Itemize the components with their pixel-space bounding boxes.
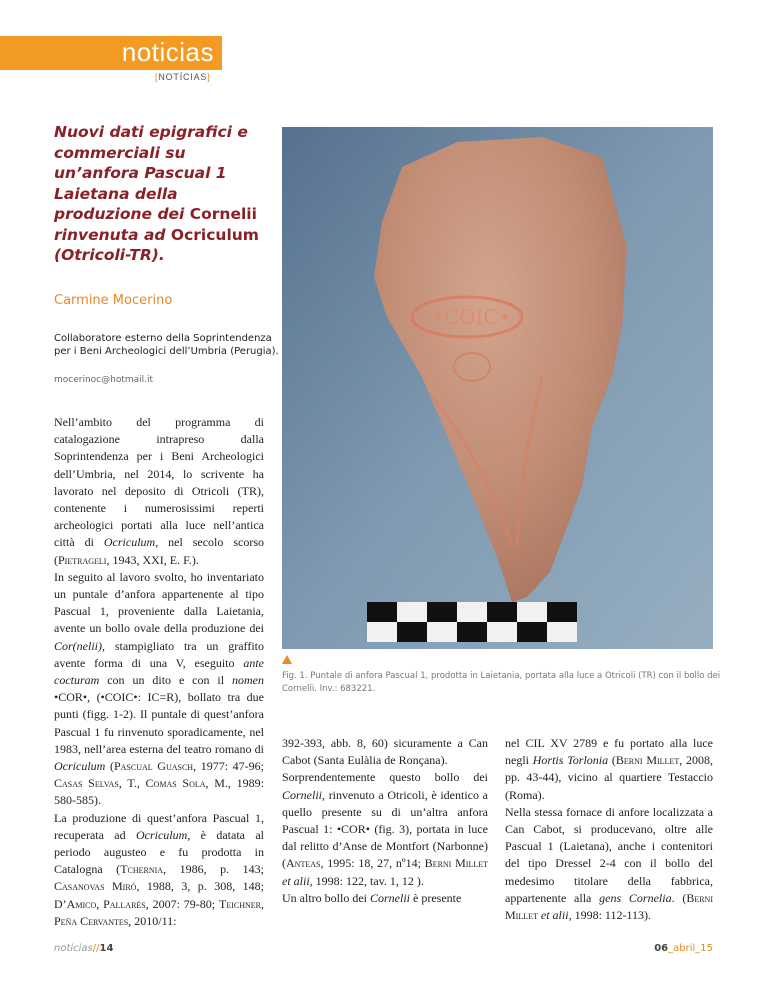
footer-right-rest: _abril_15 bbox=[668, 943, 713, 954]
caption-arrow-icon bbox=[282, 655, 292, 664]
paragraph-2: In seguito al lavoro svolto, ho inventariato un puntale d’anfora appartenente al tipo Pascual 1, proveniente dalla Laietania, avente un bollo ovale della produzione dei Cor(nelii), stampigliato tra un graffito avente forma di una V, eseguito ante cocturam con un dito e con il nomen •COR•, (•COIC•: IC=R), bollato tra due punti (figg. 1-2). Il puntale di quest’anfora Pascual 1 fu rinvenuto sporadicamente, nel 1983, nell’area esterna del teatro romano di Ocriculum (Pascual Guasch, 1977: 47-96; Casas Selvas, T., Comas Sola, M., 1989: 580-585). bbox=[54, 569, 264, 808]
amphora-photo bbox=[282, 127, 713, 649]
author-name: Carmine Mocerino bbox=[54, 293, 173, 308]
footer-left-prefix: noticias bbox=[54, 943, 93, 954]
amphora-image bbox=[282, 127, 713, 649]
title-part-2: Cornelii bbox=[189, 205, 257, 223]
paragraph-5: Sorprendentemente questo bollo dei Cornelii, rinvenuto a Otricoli, è identico a quello presente su di un’altra anfora Pascual 1: •COR• (fig. 3), portata in luce dal relitto d’Anse de Montfort (Narbonne) (Anteas, 1995: 18, 27, nº14; Berni Millet et alii, 1998: 122, tav. 1, 12 ). bbox=[282, 770, 488, 888]
body-column-3 bbox=[505, 735, 713, 924]
paragraph-7: nel CIL XV 2789 e fu portato alla luce negli Hortis Torlonia (Berni Millet, 2008, pp. 43-44), vicino al quartiere Testaccio (Roma). bbox=[505, 736, 713, 802]
title-part-1: Nuovi dati epigrafici e commerciali su un’anfora Pascual 1 Laietana della produzione dei bbox=[54, 123, 248, 223]
author-email[interactable]: mocerinoc@hotmail.it bbox=[54, 375, 154, 385]
author-affiliation: Collaboratore esterno della Soprintendenza per i Beni Archeologici dell’Umbria (Perugia). bbox=[54, 333, 279, 357]
paragraph-4: 392-393, abb. 8, 60) sicuramente a Can Cabot (Santa Eulàlia de Ronçana). bbox=[282, 736, 488, 768]
section-subtitle-text: NOTÍCIAS bbox=[158, 72, 208, 82]
article-title bbox=[54, 122, 264, 266]
section-header-bar bbox=[0, 36, 222, 70]
footer-issue-date bbox=[654, 943, 713, 954]
figure-caption: Fig. 1. Puntale di anfora Pascual 1, prodotta in Laietania, portata alla luce a Otricoli (TR) con il bollo dei Cornelii. Inv.: 683221. bbox=[282, 671, 721, 694]
paragraph-1: Nell’ambito del programma di catalogazione intrapreso dalla Soprintendenza per i Beni Archeologici dell’Umbria, nel 2014, lo scrivente ha lavorato nel deposito di Otricoli (TR), contenente i numerosissimi reperti archeologici portati alla luce nell’antica città di Ocriculum, nel secolo scorso (Pietrageli, 1943, XXI, E. F.). bbox=[54, 415, 264, 567]
paragraph-6: Un altro bollo dei Cornelii è presente bbox=[282, 890, 462, 905]
footer-left-number: 14 bbox=[99, 943, 114, 954]
title-part-4: Ocriculum bbox=[170, 225, 259, 244]
footer-left-slash: // bbox=[92, 943, 100, 954]
section-title: noticias bbox=[121, 37, 214, 67]
body-column-2 bbox=[282, 735, 488, 907]
title-part-3: rinvenuta ad bbox=[54, 225, 171, 244]
title-part-5: (Otricoli-TR). bbox=[54, 246, 165, 264]
paragraph-3: La produzione di quest’anfora Pascual 1, recuperata ad Ocriculum, è datata al periodo augusteo e fu prodotta in Catalogna (Tchernia, 1986, p. 143; Casanovas Miró, 1988, 3, p. 308, 148; D’Amico, Pallarés, 2007: 79-80; Teichner, Peña Cervantes, 2010/11: bbox=[54, 810, 264, 928]
body-column-1 bbox=[54, 414, 264, 930]
section-subtitle: [NOTÍCIAS] bbox=[155, 72, 211, 82]
paragraph-8: Nella stessa fornace di anfore localizzata a Can Cabot, si producevano, oltre alle Pascual 1 (Laietana), anche i contenitori del tipo Dressel 2-4 con il bollo del medesimo titolare della fabbrica, appartenente alla gens Cornelia. (Berni Millet et alii, 1998: 112-113). bbox=[505, 804, 713, 923]
svg-text:•COIC•: •COIC• bbox=[432, 305, 511, 329]
footer-right-month: 06 bbox=[654, 943, 669, 954]
footer-page-number bbox=[54, 943, 113, 954]
